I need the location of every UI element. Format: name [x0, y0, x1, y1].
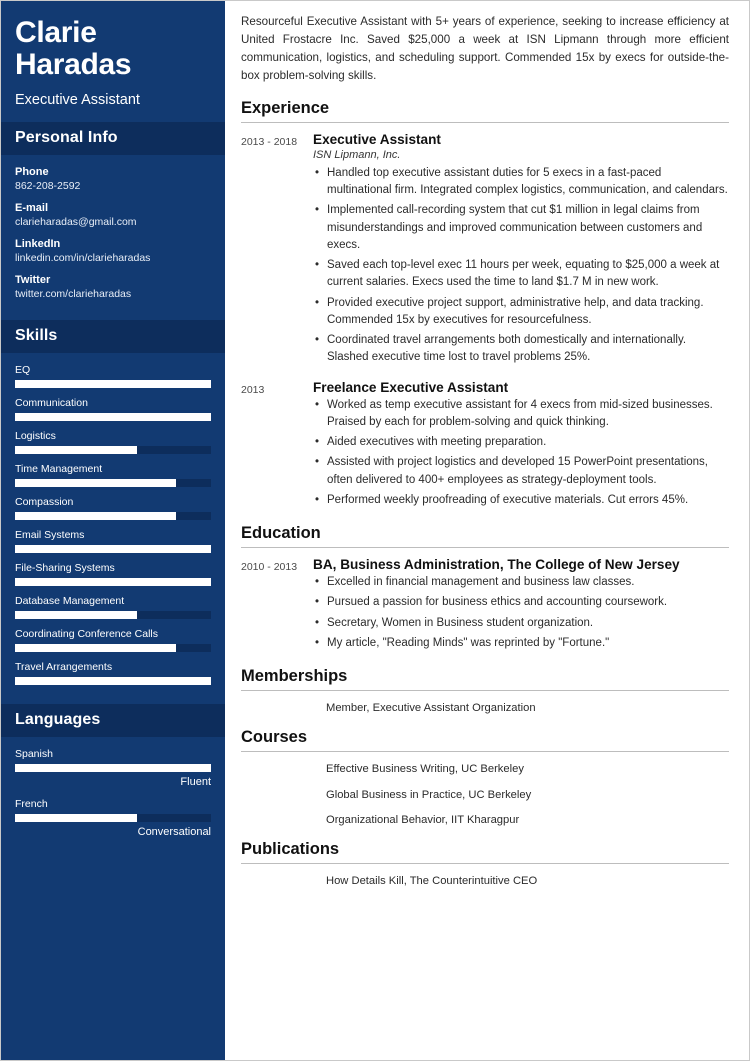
- contact-label: LinkedIn: [15, 237, 61, 250]
- contact-label: E-mail: [15, 201, 49, 214]
- bullet-item: • Handled top executive assistant duties for 5 execs in a fast-paced multinational firm. Integrated complex logistics, communication, and calendars.: [326, 165, 729, 200]
- skill-bar-track: [15, 380, 211, 388]
- skill-label: Compassion: [15, 495, 74, 508]
- contact-value: twitter.com/clarieharadas: [15, 287, 132, 300]
- skill-bar-fill: [15, 644, 176, 652]
- course-item: Organizational Behavior, IIT Kharagpur: [326, 813, 520, 826]
- entry-bullets: [313, 574, 729, 652]
- section-heading-languages: Languages: [1, 704, 225, 737]
- name-line-2: Haradas: [15, 48, 132, 82]
- skill-bar-track: [15, 446, 211, 454]
- section-heading-courses: Courses: [241, 728, 729, 752]
- bullet-item: • Aided executives with meeting preparation.: [326, 434, 729, 451]
- course-item: Global Business in Practice, UC Berkeley: [326, 788, 532, 801]
- bullet-item: • Worked as temp executive assistant for 4 execs from mid-sized businesses. Praised by each for problem-solving and quick thinking.: [326, 397, 729, 432]
- bullet-item: • Excelled in financial management and business law classes.: [326, 574, 729, 591]
- skill-bar-fill: [15, 578, 211, 586]
- experience-entry: [241, 380, 729, 513]
- skill-item: [15, 661, 211, 685]
- contact-item-linkedin[interactable]: [15, 238, 211, 264]
- section-heading-education: Education: [241, 524, 729, 548]
- skill-bar-fill: [15, 512, 176, 520]
- skill-label: Logistics: [15, 429, 56, 442]
- section-memberships: [241, 667, 729, 716]
- skill-item: [15, 529, 211, 553]
- main-content: [225, 1, 749, 1060]
- course-item: Effective Business Writing, UC Berkeley: [326, 763, 524, 776]
- experience-entry: [241, 132, 729, 370]
- skill-item: [15, 496, 211, 520]
- skill-item: [15, 628, 211, 652]
- section-education: [241, 524, 729, 655]
- skill-bar-fill: [15, 413, 211, 421]
- skill-label: Email Systems: [15, 528, 85, 541]
- entry-bullets: [313, 397, 729, 510]
- skill-item: [15, 364, 211, 388]
- contact-value: linkedin.com/in/clarieharadas: [15, 251, 151, 264]
- entry-title: BA, Business Administration, The College of New Jersey: [313, 557, 680, 573]
- skill-bar-fill: [15, 380, 211, 388]
- entry-date: 2013: [241, 383, 265, 396]
- bullet-item: • Implemented call-recording system that cut $1 million in legal claims from misunderstandings and improved communication between customers and execs.: [326, 202, 729, 254]
- languages-list: [1, 737, 225, 858]
- language-label: French: [15, 797, 48, 810]
- education-entry: [241, 557, 729, 655]
- bullet-item: • Saved each top-level exec 11 hours per week, equating to $25,000 a week at current salaries. Execs used the time to land $1.7 M in new work.: [326, 257, 729, 292]
- language-bar-fill: [15, 764, 211, 772]
- section-publications: [241, 840, 729, 889]
- entry-title: Executive Assistant: [313, 131, 441, 147]
- bullet-item: • Assisted with project logistics and developed 15 PowerPoint presentations, often delivered to 400+ employees as strategy-deployment tools.: [326, 454, 729, 489]
- skill-label: EQ: [15, 363, 31, 376]
- skill-bar-track: [15, 512, 211, 520]
- sidebar: [1, 1, 225, 1060]
- entry-bullets: [313, 165, 729, 367]
- skill-bar-fill: [15, 611, 137, 619]
- language-bar-track: [15, 814, 211, 822]
- language-bar-track: [15, 764, 211, 772]
- contact-value: 862-208-2592: [15, 179, 81, 192]
- language-level-label: Conversational: [137, 825, 211, 838]
- bullet-item: • My article, "Reading Minds" was reprinted by "Fortune.": [326, 635, 729, 652]
- skill-bar-fill: [15, 677, 211, 685]
- skill-bar-fill: [15, 545, 211, 553]
- skill-item: [15, 562, 211, 586]
- contact-label: Twitter: [15, 273, 51, 286]
- entry-company: ISN Lipmann, Inc.: [313, 148, 401, 161]
- skill-label: File-Sharing Systems: [15, 561, 115, 574]
- skill-item: [15, 430, 211, 454]
- contact-item-twitter[interactable]: [15, 274, 211, 300]
- skill-bar-track: [15, 644, 211, 652]
- section-heading-publications: Publications: [241, 840, 729, 864]
- page-title: [15, 17, 211, 82]
- skill-item: [15, 397, 211, 421]
- language-label: Spanish: [15, 747, 53, 760]
- name-block: [1, 1, 225, 122]
- contact-value: clarieharadas@gmail.com: [15, 215, 137, 228]
- language-item: [15, 748, 211, 788]
- membership-item: Member, Executive Assistant Organization: [326, 702, 536, 715]
- skill-bar-track: [15, 479, 211, 487]
- skill-label: Coordinating Conference Calls: [15, 627, 158, 640]
- skill-bar-track: [15, 578, 211, 586]
- skill-bar-track: [15, 545, 211, 553]
- publication-item: How Details Kill, The Counterintuitive CEO: [326, 875, 538, 888]
- personal-info-list: [1, 155, 225, 320]
- contact-label: Phone: [15, 165, 49, 178]
- skill-bar-fill: [15, 446, 137, 454]
- entry-title: Freelance Executive Assistant: [313, 379, 509, 395]
- job-title: Executive Assistant: [15, 91, 140, 108]
- section-heading-memberships: Memberships: [241, 667, 729, 691]
- contact-item-email: [15, 202, 211, 228]
- section-heading-personal-info: Personal Info: [1, 122, 225, 155]
- skill-item: [15, 463, 211, 487]
- section-experience: [241, 99, 729, 512]
- skill-label: Travel Arrangements: [15, 660, 113, 673]
- name-line-1: Clarie: [15, 16, 97, 49]
- entry-body: [313, 380, 729, 513]
- language-level-label: Fluent: [180, 775, 211, 788]
- skill-item: [15, 595, 211, 619]
- bullet-item: • Coordinated travel arrangements both domestically and internationally. Slashed executive time lost to travel problems 25%.: [326, 332, 729, 367]
- skills-list: [1, 353, 225, 704]
- section-heading-skills: Skills: [1, 320, 225, 353]
- entry-date: 2010 - 2013: [241, 561, 298, 574]
- entry-date: 2013 - 2018: [241, 135, 298, 148]
- skill-label: Communication: [15, 396, 88, 409]
- skill-bar-track: [15, 611, 211, 619]
- skill-bar-track: [15, 413, 211, 421]
- bullet-item: • Provided executive project support, administrative help, and data tracking. Commended 15x by executives for resourcefulness.: [326, 295, 729, 330]
- language-bar-fill: [15, 814, 137, 822]
- bullet-item: • Pursued a passion for business ethics and accounting coursework.: [326, 594, 729, 611]
- skill-bar-fill: [15, 479, 176, 487]
- entry-body: [313, 557, 729, 655]
- bullet-item: • Performed weekly proofreading of executive materials. Cut errors 45%.: [326, 492, 729, 509]
- skill-bar-track: [15, 677, 211, 685]
- language-item: [15, 798, 211, 838]
- contact-item-phone: [15, 166, 211, 192]
- summary-paragraph: Resourceful Executive Assistant with 5+ years of experience, seeking to increase efficiency at United Frostacre Inc. Saved $25,000 a week at ISN Lipmann through more efficient communication, logistics, and scheduling support. Commended 15x by execs for outside-the-box problem-solving skills.: [241, 15, 729, 82]
- skill-label: Time Management: [15, 462, 103, 475]
- section-heading-experience: Experience: [241, 99, 729, 123]
- skill-label: Database Management: [15, 594, 125, 607]
- section-courses: [241, 728, 729, 828]
- bullet-item: • Secretary, Women in Business student organization.: [326, 615, 729, 632]
- entry-body: [313, 132, 729, 370]
